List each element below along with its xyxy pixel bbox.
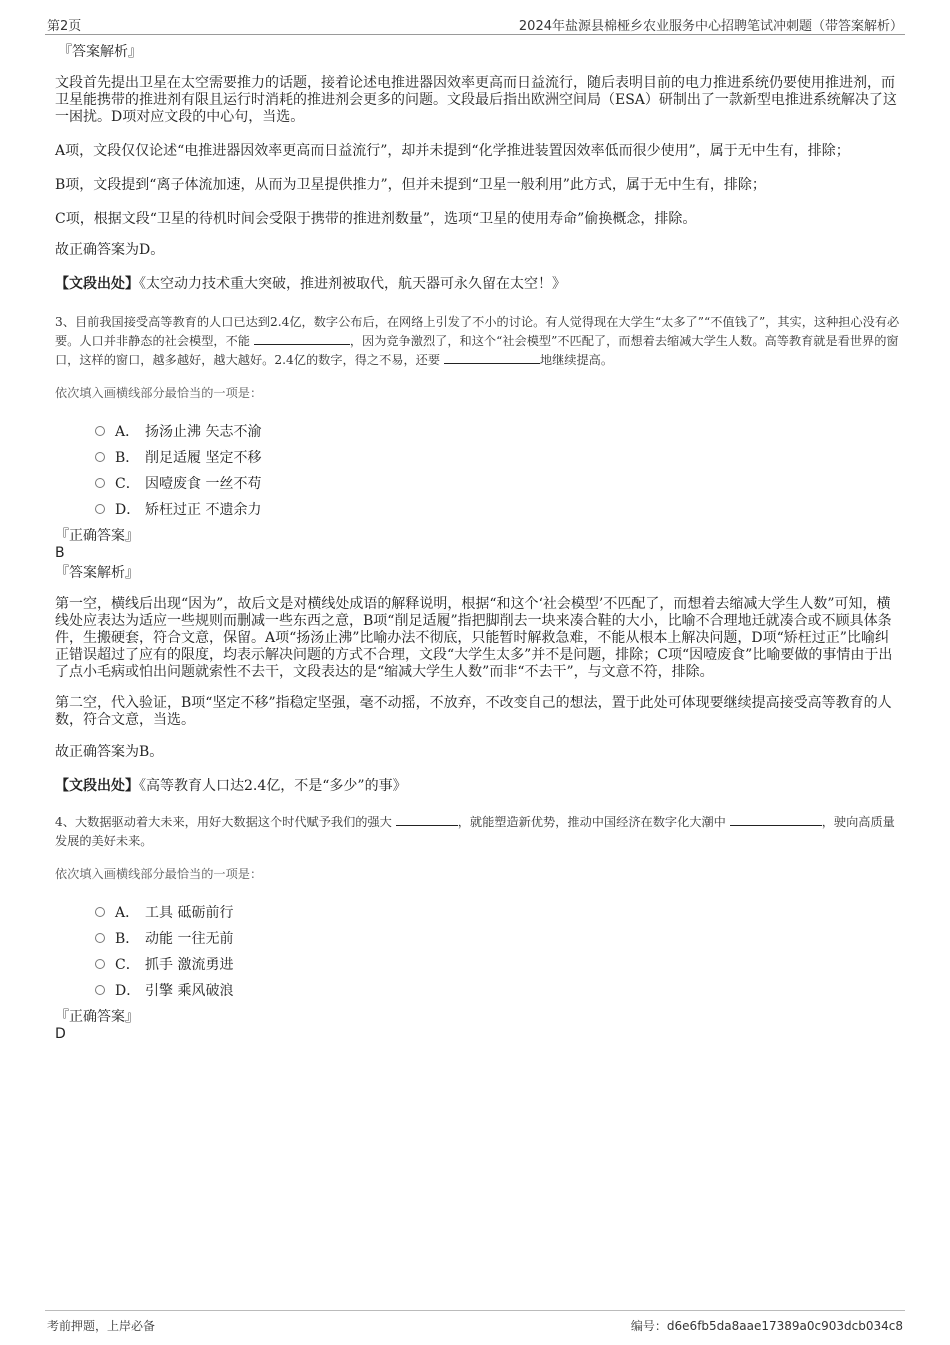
document-code-label: 编号： [630,1319,667,1333]
q3-option-b[interactable]: B． 削足适履 坚定不移 [95,445,900,471]
q3-stem-part-1: 3、目前我国接受高等教育的人口已达到2.4亿，数字公布后，在网络上引发了不小的讨论。有人觉得现在大学生“太多了”“不值钱了”，其实，这种担心没有必要。人口并非静态的社会模型，不能 [55,315,900,348]
radio-icon[interactable] [95,959,105,969]
q3-stem [55,313,900,370]
radio-icon[interactable] [95,452,105,462]
radio-icon[interactable] [95,426,105,436]
q4-option-a[interactable]: A． 工具 砥砺前行 [95,900,900,926]
q3-analysis-paragraph-1: 第一空，横线后出现“因为”，故后文是对横线处成语的解释说明，根据“和这个‘社会模型’不匹配了，而想着去缩减大学生人数”可知，横线处应表达为适应一些规则而删减一些东西之意，B项“削足适履”指把脚削去一块来凑合鞋的大小，比喻不合理地迁就凑合或不顾具体条件，生搬硬套，符合文意，保留。A项“扬汤止沸”比喻办法不彻底，只能暂时解救急难，不能从根本上解决问题，D项“矫枉过正”比喻纠正错误超过了应有的限度，均表示解决问题的方式不合理，文段“大学生太多”并不是问题，排除；C项“因噎废食”比喻要做的事情由于出了点小毛病或怕出问题就索性不去干，文段表达的是“缩减大学生人数”而非“不去干”，与文意不符，排除。 [55,596,893,680]
document-code [631,1317,903,1334]
q4-blank-2 [730,813,822,826]
q3-analysis-label: 『答案解析』 [55,565,139,581]
q4-option-d[interactable]: D． 引擎 乘风破浪 [95,978,900,1004]
q3-option-d[interactable]: D． 矫枉过正 不遗余力 [95,497,900,523]
q4-stem-part-3: ，驶向高质量发展的美好未来。 [55,815,895,848]
q2-conclusion: 故正确答案为D。 [55,242,165,258]
q3-conclusion: 故正确答案为B。 [55,744,164,760]
q2-analysis-paragraph-1: 文段首先提出卫星在太空需要推力的话题，接着论述电推进器因效率更高而日益流行，随后表明目前的电力推进系统仍要使用推进剂，而卫星能携带的推进剂有限且运行时消耗的推进剂会更多的问题。文段最后指出欧洲空间局（ESA）研制出了一款新型电推进系统解决了这一困扰。D项对应文段的中心句，当选。 [55,75,897,125]
page-header [45,12,905,35]
q4-answer-label: 『正确答案』 [55,1009,139,1025]
q4-stem [55,813,900,851]
radio-icon[interactable] [95,907,105,917]
radio-icon[interactable] [95,985,105,995]
q3-answer-label: 『正确答案』 [55,528,139,544]
document-title: 2024年盐源县棉桠乡农业服务中心招聘笔试冲刺题（带答案解析） [518,19,903,34]
q2-source-title: 《太空动力技术重大突破，推进剂被取代，航天器可永久留在太空！》 [139,276,566,292]
q2-analysis-paragraph-3: B项，文段提到“离子体流加速，从而为卫星提供推力”，但并未提到“卫星一般利用”此方式，属于无中生有，排除； [55,177,766,193]
q4-stem-part-2: ，就能塑造新优势，推动中国经济在数字化大潮中 [457,815,726,829]
q4-options [55,900,900,1004]
footer-slogan: 考前押题，上岸必备 [47,1319,156,1333]
q3-instruction: 依次填入画横线部分最恰当的一项是： [55,386,263,400]
q3-answer: B [55,545,65,561]
q2-source [55,276,900,293]
q3-source-label: 【文段出处】 [55,778,139,794]
q4-stem-part-1: 4、大数据驱动着大未来，用好大数据这个时代赋予我们的强大 [55,815,392,829]
radio-icon[interactable] [95,504,105,514]
q4-answer: D [55,1026,66,1042]
q3-option-c[interactable]: C． 因噎废食 一丝不苟 [95,471,900,497]
q4-option-b[interactable]: B． 动能 一往无前 [95,926,900,952]
q3-stem-part-3: 地继续提高。 [539,353,614,367]
q4-instruction: 依次填入画横线部分最恰当的一项是： [55,867,263,881]
document-code-value: d6e6fb5da8aae17389a0c903dcb034c8 [666,1319,903,1333]
q2-analysis-paragraph-2: A项，文段仅仅论述“电推进器因效率更高而日益流行”，却并未提到“化学推进装置因效率低而很少使用”，属于无中生有，排除； [55,143,850,159]
q3-source-title: 《高等教育人口达2.4亿，不是“多少”的事》 [139,778,407,794]
q3-option-a[interactable]: A． 扬汤止沸 矢志不渝 [95,419,900,445]
q2-analysis-label: 『答案解析』 [58,44,142,60]
q2-source-label: 【文段出处】 [55,276,139,292]
q3-source [55,778,900,795]
page-content [55,43,900,1043]
q3-blank-1 [254,332,350,345]
page-footer [45,1310,905,1335]
radio-icon[interactable] [95,933,105,943]
q3-blank-2 [444,351,540,364]
q3-stem-part-2: ，因为竞争激烈了，和这个“社会模型”不匹配了，而想着去缩减大学生人数。高等教育就是看世界的窗口，这样的窗口，越多越好，越大越好。2.4亿的数字，得之不易，还要 [55,334,899,367]
q4-option-c[interactable]: C． 抓手 激流勇进 [95,952,900,978]
radio-icon[interactable] [95,478,105,488]
q3-options [55,419,900,523]
q2-analysis-paragraph-4: C项，根据文段“卫星的待机时间会受限于携带的推进剂数量”，选项“卫星的使用寿命”偷换概念，排除。 [55,211,697,227]
q4-blank-1 [396,813,458,826]
page-number: 第2页 [47,19,82,34]
q3-analysis-paragraph-2: 第二空，代入验证，B项“坚定不移”指稳定坚强，毫不动摇，不放弃，不改变自己的想法，置于此处可体现要继续提高接受高等教育的人数，符合文意，当选。 [55,695,892,728]
